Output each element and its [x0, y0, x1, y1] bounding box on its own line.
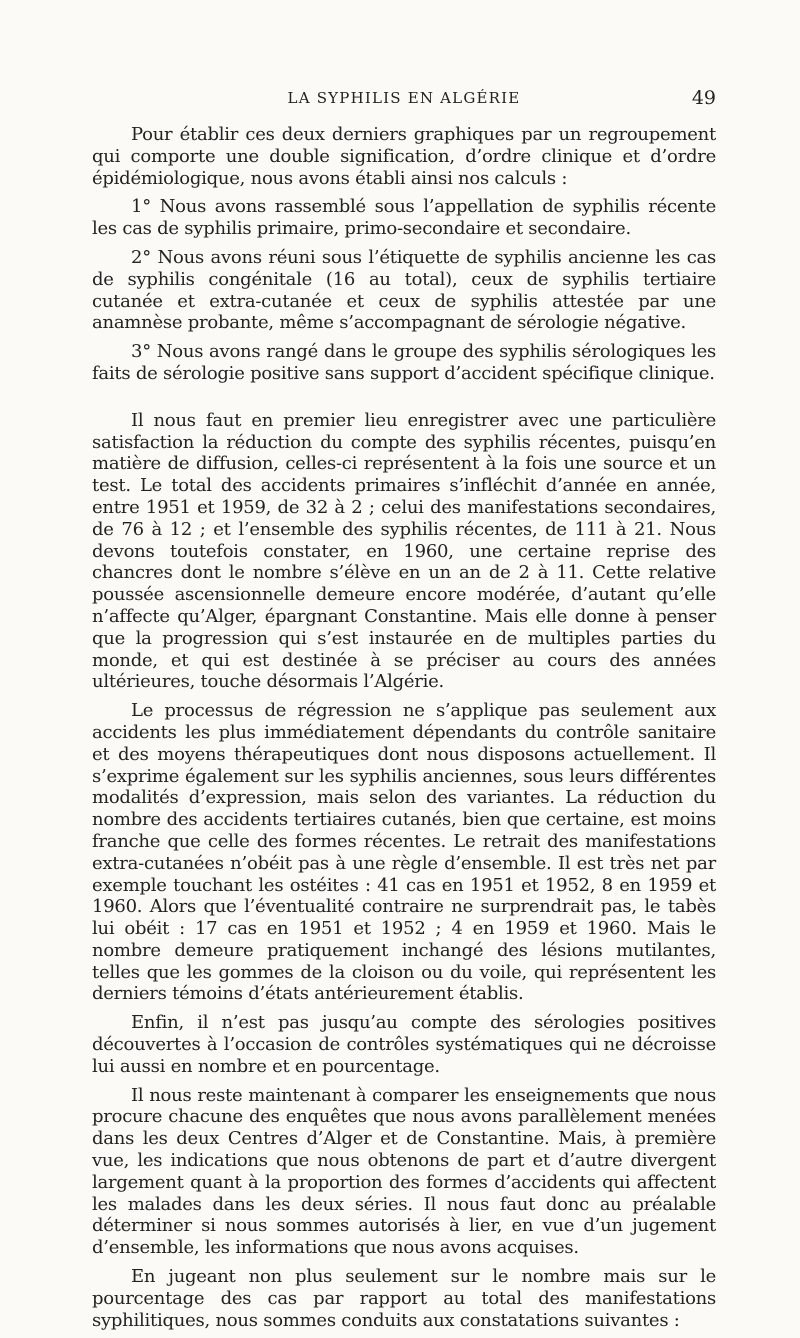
paragraph-regression-process: Le processus de régression ne s’applique pas seulement aux accidents les plus immédiatement dépendants du contrôle sanitaire et des moyens thérapeutiques dont nous disposons actuellement. Il s’exprime également sur les syphilis anciennes, sous leurs différentes modalités d’expression, mais selon des variantes. La réduction du nombre des accidents tertiaires cutanés, bien que certaine, est moins franche que celle des formes récentes. Le retrait des manifestations extra-cutanées n’obéit pas à une règle d’ensemble. Il est très net par exemple touchant les ostéites : 41 cas en 1951 et 1952, 8 en 1959 et 1960. Alors que l’éventualité contraire ne surprendrait pas, le tabès lui obéit : 17 cas en 1951 et 1952 ; 4 en 1959 et 1960. Mais le nombre demeure pratiquement inchangé des lésions mutilantes, telles que les gommes de la cloison ou du voile, qui représentent les derniers témoins d’états antérieurement établis. — [92, 700, 716, 1005]
paragraph-percentage-findings: En jugeant non plus seulement sur le nombre mais sur le pourcentage des cas par rapport au total des manifestations syphilitiques, nous sommes conduits aux constatations suivantes : — [92, 1266, 716, 1331]
paragraph-reduction-recent: Il nous faut en premier lieu enregistrer avec une particulière satisfaction la réduction du compte des syphilis récentes, puisqu’en matière de diffusion, celles-ci représentent à la fois une source et un test. Le total des accidents primaires s’infléchit d’année en année, entre 1951 et 1959, de 32 à 2 ; celui des manifestations secondaires, de 76 à 12 ; et l’ensemble des syphilis récentes, de 111 à 21. Nous devons toutefois constater, en 1960, une certaine reprise des chancres dont le nombre s’élève en un an de 2 à 11. Cette relative poussée ascensionnelle demeure encore modérée, d’autant qu’elle n’affecte qu’Alger, épargnant Constantine. Mais elle donne à penser que la progression qui s’est instaurée en de multiples parties du monde, et qui est destinée à se préciser au cours des années ultérieures, touche désormais l’Algérie. — [92, 409, 716, 693]
paragraph-centres-comparison: Il nous reste maintenant à comparer les enseignements que nous procure chacune des enquêtes que nous avons parallèlement menées dans les deux Centres d’Alger et de Constantine. Mais, à première vue, les indications que nous obtenons de part et d’autre divergent largement quant à la proportion des formes d’accidents qui affectent les malades dans les deux séries. Il nous faut donc au préalable déterminer si nous sommes autorisés à lier, en vue d’un jugement d’ensemble, les informations que nous avons acquises. — [92, 1084, 716, 1259]
page-number: 49 — [691, 87, 716, 109]
paragraph-old-syphilis: 2° Nous avons réuni sous l’étiquette de syphilis ancienne les cas de syphilis congénitale (16 au total), ceux de syphilis tertiaire cutanée et extra-cutanée et ceux de syphilis attestée par une anamnèse probante, même s’accompagnant de sérologie négative. — [92, 246, 716, 334]
paragraph-recent-syphilis: 1° Nous avons rassemblé sous l’appellation de syphilis récente les cas de syphilis primaire, primo-secondaire et secondaire. — [92, 196, 716, 240]
running-header — [92, 86, 716, 110]
paragraph-graph-method: Pour établir ces deux derniers graphiques par un regroupement qui comporte une double signification, d’ordre clinique et d’ordre épidémiologique, nous avons établi ainsi nos calculs : — [92, 124, 716, 189]
paragraph-positive-serology: Enfin, il n’est pas jusqu’au compte des sérologies positives découvertes à l’occasion de contrôles systématiques qui ne décroisse lui aussi en nombre et en pourcentage. — [92, 1012, 716, 1077]
running-title: LA SYPHILIS EN ALGÉRIE — [287, 89, 521, 107]
paragraph-serological-syphilis: 3° Nous avons rangé dans le groupe des syphilis sérologiques les faits de sérologie positive sans support d’accident spécifique clinique. — [92, 341, 716, 384]
body-text — [92, 124, 716, 1338]
